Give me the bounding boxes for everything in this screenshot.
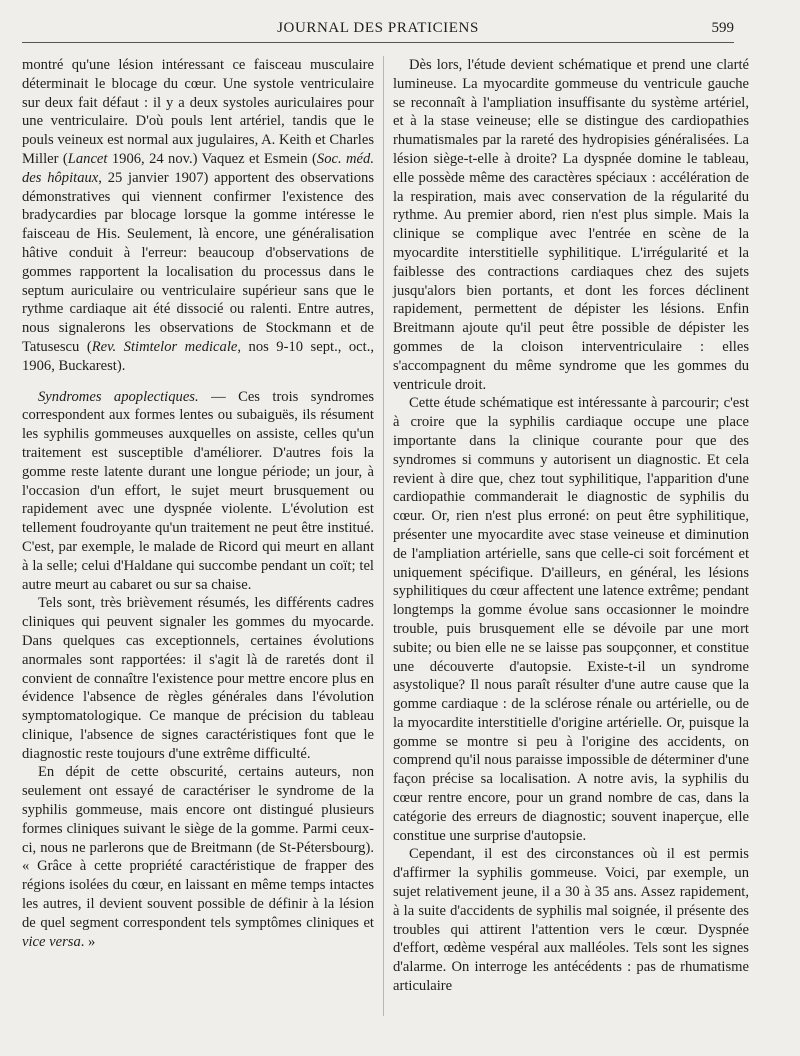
paragraph: Cependant, il est des circonstances où il est permis d'affirmer la syphilis gommeuse. Voici, par exemple, un sujet relativement jeune, il a 30 à 35 ans. Assez rapidement, à la suite d'accidents de syphilis mal soignée, il présente des troubles qui attirent l'attention vers le cœur. Dyspnée d'effort, œdème vespéral aux malléoles. Tels sont les signes d'alarme. On interroge les antécédents : pas de rhumatisme articulaire bbox=[393, 846, 749, 995]
text-run: , nos 9-10 sept., oct., 1906, Buckarest). bbox=[22, 338, 375, 374]
journal-title: JOURNAL DES PRATICIENS bbox=[277, 20, 479, 36]
section-heading: Syndromes apoplectiques. bbox=[38, 388, 199, 405]
citation: Lancet bbox=[67, 150, 108, 167]
text-run: montré qu'une lésion intéressant ce faisceau musculaire déterminait le blocage du cœur. Une systole ventriculaire sur deux fait défaut : il y a deux systoles auriculaires pour une ventriculaire. D'où pouls lent artériel, tandis que le pouls veineux est normal aux jugulaires, A. Keith et Charles Miller ( bbox=[22, 57, 374, 167]
paragraph bbox=[22, 388, 374, 595]
paragraph: Tels sont, très brièvement résumés, les différents cadres cliniques qui peuvent signaler les gommes du myocarde. Dans quelques cas exceptionnels, certaines évolutions anormales sont rapportées: il s'agit là de raretés dont il convient de connaître l'existence pour mettre encore plus en évidence l'absence de règles générales dans l'évolution symptomatologique. Ce manque de précision du tableau clinique, l'absence de signes caractéristiques font que le diagnostic reste toujours d'une extrême difficulté. bbox=[22, 595, 374, 762]
column-divider bbox=[383, 56, 384, 1016]
paragraph bbox=[22, 763, 374, 951]
paragraph: Dès lors, l'étude devient schématique et prend une clarté lumineuse. La myocardite gommeuse du ventricule gauche se reconnaît à l'ampliation insuffisante du système artériel, et à la stase veineuse; elle se distingue des cardiopathies rhumatismales par la rareté des hydropisies généralisées. La lésion siège-t-elle à droite? La dyspnée domine le tableau, elle possède même des caractères spéciaux : accélération de la respiration, mais avec conservation de la régularité du rythme. Au premier abord, rien n'est plus simple. Mais la clinique se complique avec l'entrée en scène de la myocardite interstitielle syphilitique. L'irrégularité et la faiblesse des contractions cardiaques chez des sujets jusqu'alors bien portants, et dont les forces déclinent rapidement, permettent de dépister les lésions. Enfin Breitmann ajoute qu'il peut être possible de dépister les gommes de la cloison interventriculaire : elles s'accompagnent du même syndrome que les gommes du ventricule droit. bbox=[393, 57, 749, 393]
citation: Soc. méd. des hôpitaux bbox=[22, 150, 374, 186]
text-run: , 25 janvier 1907) apportent des observations démonstratives qui viennent confirmer l'existence des bradycardies par blocage lorsque la gomme intéresse le faisceau de His. Seulement, là encore, une généralisation hâtive conduit à l'erreur: beaucoup d'observations de gommes rapportent la localisation du processus dans le septum auriculaire ou ventriculaire supérieur sans que le rythme cardiaque ait été dissocié ou ralenti. Entre autres, nous signalerons les observations de Stockmann et de Tatusescu ( bbox=[22, 169, 374, 355]
text-run: 1906, 24 nov.) Vaquez et Esmein ( bbox=[107, 150, 317, 167]
right-column bbox=[393, 56, 749, 996]
page-header bbox=[22, 18, 734, 43]
latin-phrase: vice versa bbox=[22, 933, 81, 950]
paragraph bbox=[22, 56, 374, 376]
left-column bbox=[22, 56, 374, 951]
paragraph: Cette étude schématique est intéressante à parcourir; c'est à croire que la syphilis cardiaque occupe une place importante dans la clinique courante pour que des syndromes si communs y autorisent un diagnostic. Et cela revient à dire que, chez tout syphilitique, l'apparition d'une cardiopathie commanderait le diagnostic de syphilis du cœur. Or, rien n'est plus erroné: on peut être syphilitique, présenter une myocardite avec stase veineuse et diminution de l'ampliation artérielle, sans que celle-ci soit forcément et uniquement spécifique. D'ailleurs, en général, les lésions syphilitiques du cœur affectent une latence extrême; pendant longtemps la gomme évolue sans occasionner le moindre trouble, puis brusquement elle se dévoile par une mort subite; ou bien elle ne se laisse pas soupçonner, et constitue une découverte d'autopsie. Existe-t-il un syndrome asystolique? Il nous paraît résulter d'une autre cause que la gomme cardiaque : de la sclérose rénale ou artérielle, ou de la myocardite interstitielle d'origine artérielle. Or, puisque la gomme se montre si peu à l'origine des accidents, on comprend qu'il nous paraisse impossible de déterminer d'une façon précise sa localisation. A notre avis, la syphilis du cœur rentre encore, pour un grand nombre de cas, dans la catégorie des erreurs de diagnostic; souvent inaperçue, elle constitue une surprise d'autopsie. bbox=[393, 395, 749, 844]
text-run: . » bbox=[80, 933, 96, 950]
text-run: — Ces trois syndromes correspondent aux formes lentes ou subaiguës, ils résument les syphilis gommeuses auxquelles on assiste, celles qu'un traitement est susceptible d'améliorer. D'autres fois la gomme reste latente durant une longue période; un jour, à l'occasion d'un effort, le sujet meurt brusquement ou rapidement avec une dyspnée violente. L'évolution est tellement foudroyante qu'un traitement ne peut être institué. C'est, par exemple, le malade de Ricord qui meurt en allant à la selle; celui d'Haldane qui succombe pendant un coït; tel autre meurt au cabaret ou sur sa chaise. bbox=[22, 388, 374, 593]
citation: Rev. Stimtelor medicale bbox=[91, 338, 238, 355]
page-number: 599 bbox=[711, 20, 734, 36]
text-run: En dépit de cette obscurité, certains auteurs, non seulement ont essayé de caractériser le syndrome de la syphilis gommeuse, mais encore ont distingué plusieurs formes cliniques suivant le siège de la gomme. Parmi ceux-ci, nous ne parlerons que de Breitmann (de St-Pétersbourg). « Grâce à cette propriété caractéristique de frapper des régions isolées du cœur, en laissant en même temps intactes les autres, il devient souvent possible de définir à la lésion de quel segment correspondent tels symptômes cliniques et bbox=[22, 764, 374, 931]
